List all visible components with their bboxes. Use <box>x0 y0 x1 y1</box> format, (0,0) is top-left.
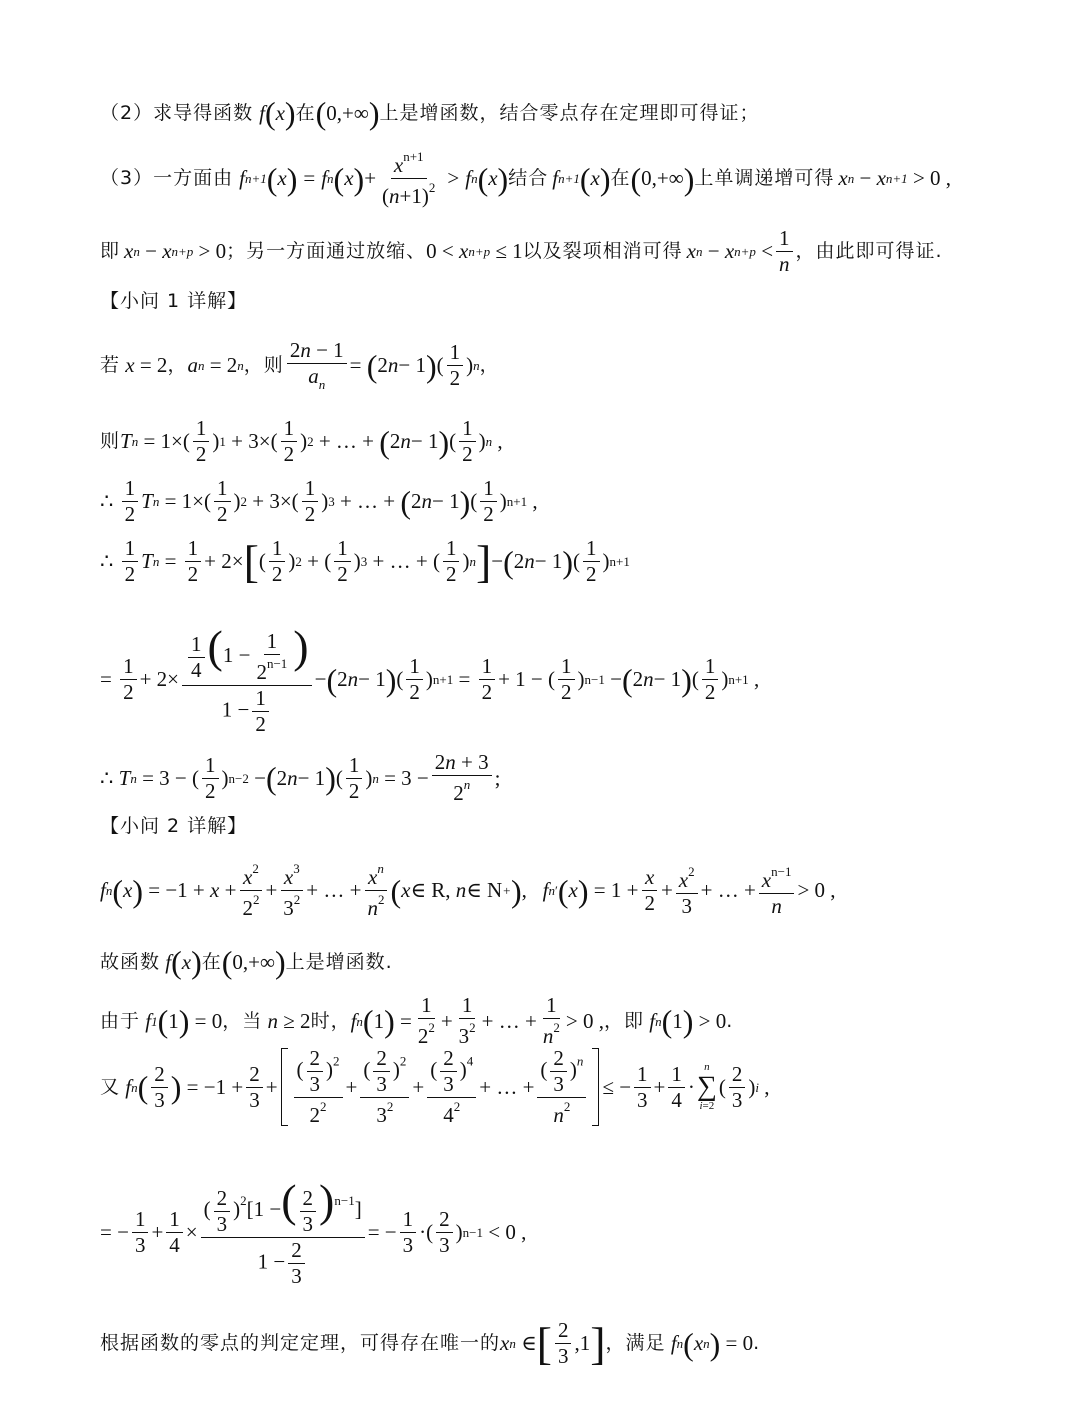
text: ，由此即可得证. <box>795 240 943 262</box>
text: 若 <box>100 354 121 376</box>
text: 根据函数的零点的判定定理，可得存在唯一的 <box>100 1332 501 1354</box>
sol2-line-2: 故函数 f ( x ) 在 ( 0,+∞ ) 上是增函数. <box>100 944 393 980</box>
analysis-line-3: （3）一方面由 f n+1 ( x ) = f n ( x ) + $\frac{x^{n+1}}{(n+1)^2}$ > f n ( x ) 结合 f n+1 ( x ) 在 ( 0,+∞ ) 上单调递增可得 x n − x n+1 > 0 , <box>100 149 952 208</box>
sol2-line-4: 又 f n ( $\frac{2}{3}$ ) = −1 + $\frac{2}{3}$ + ( $\frac{2}{3}$ )$^2$ $2^2$ + ( $\frac{2}{3}$ )$^2$ $3^2$ + ( $\frac{2}{3}$ )$^4$ $4^2$ + … + ( $\frac{2}{3}$ )$^n$ $n^2$ ≤ − $\frac{1}{3}$ + $\frac{1}{4}$ · n ∑ i=2 ( $\frac{2}{3}$ ) i , <box>100 1046 770 1127</box>
text: 上是增函数. <box>285 950 393 973</box>
text: ，当 <box>222 1009 263 1032</box>
text: ，则 <box>243 354 284 376</box>
sol2-line-3: 由于 f 1 ( 1 ) = 0 ，当 n ≥ 2 时， f n ( 1 ) = $\frac{1}{2^2}$ + $\frac{1}{3^2}$ + … + $\frac{1}{n^2}$ > 0 , ，即 f n ( 1 ) > 0 . <box>100 993 734 1048</box>
text: 上是增函数，结合零点存在定理即可得证； <box>379 101 760 124</box>
text: （3）一方面由 <box>100 167 234 189</box>
analysis-line-2: （2）求导得函数 f ( x ) 在 ( 0,+∞ ) 上是增函数，结合零点存在定理即可得证； <box>100 95 760 131</box>
text: 以及裂项相消可得 <box>522 240 683 262</box>
section-heading-2: 【小问 2 详解】 <box>100 815 248 837</box>
text: ， <box>167 354 188 376</box>
text: 在 <box>295 101 316 124</box>
text: 上单调递增可得 <box>694 167 835 189</box>
text: ， <box>479 354 500 376</box>
text: . <box>753 1332 761 1354</box>
sol2-line-1: f n ( x ) = −1 + x + $\frac{x^2}{2^2}$ + $\frac{x^3}{3^2}$ + … + $\frac{x^n}{n^2}$ ( x ∈ R, n ∈ N + ) , f n ′ ( x ) = 1 + $\frac{x}{2}$ + $\frac{x^2}{3}$ + … + $\frac{x^{n-1}}{n}$ > 0 , <box>100 861 836 920</box>
sol1-line-5: = $\frac{1}{2}$ + 2× $\frac{1}{4}$ (1 − $\frac{1}{2^{n-1}}$ ) 1 − $\frac{1}{2}$ − ( 2 n − 1 ) ( $\frac{1}{2}$ ) n+1 = $\frac{1}{2}$ + 1 − ( $\frac{1}{2}$ ) n−1 − ( 2 n − 1 ) ( $\frac{1}{2}$ ) n+1 , <box>100 621 760 737</box>
sol2-line-6: 根据函数的零点的判定定理，可得存在唯一的 x n ∈ [ $\frac{2}{3}$ ,1 ] ，满足 f n ( x n ) = 0 . <box>100 1317 761 1369</box>
text: 时， <box>310 1009 351 1032</box>
text: ，即 <box>603 1009 644 1032</box>
text: . <box>726 1009 734 1032</box>
text: 在 <box>201 950 222 973</box>
text: 则 <box>100 430 121 452</box>
text: ，满足 <box>605 1332 666 1354</box>
text: 在 <box>610 167 631 189</box>
sol1-line-6: ∴ T n = 3 − ( $\frac{1}{2}$ ) n−2 − ( 2 n − 1 ) ( $\frac{1}{2}$ ) n = 3 − $\frac{2n + 3}{2^n}$ ; <box>100 750 501 805</box>
text: 结合 <box>508 167 549 189</box>
text: ；另一方面通过放缩、 <box>226 240 427 262</box>
sol1-line-4: ∴ $\frac{1}{2}$ T n = $\frac{1}{2}$ + 2× [ ( $\frac{1}{2}$ ) 2 + ( $\frac{1}{2}$ ) 3 + … + ( $\frac{1}{2}$ ) n ] − ( 2 n − 1 ) ( $\frac{1}{2}$ ) n+1 <box>100 535 630 587</box>
sol1-line-1: 若 x = 2 ， a n = 2 n ，则 $\frac{2n - 1}{a_n}$ = ( 2 n − 1 ) ( $\frac{1}{2}$ ) n ， <box>100 338 500 392</box>
sol1-line-2: 则 T n = 1×( $\frac{1}{2}$ ) 1 + 3×( $\frac{1}{2}$ ) 2 + … + ( 2 n − 1 ) ( $\frac{1}{2}$ ) n , <box>100 416 503 466</box>
analysis-line-4: 即 x n − x n+p > 0 ；另一方面通过放缩、 0 < x n+p ≤ 1 以及裂项相消可得 x n − x n+p < $\frac{1}{n}$ ，由此即可得证. <box>100 226 943 276</box>
sol2-line-5: = − $\frac{1}{3}$ + $\frac{1}{4}$ × ( $\frac{2}{3}$ )$^2$[1 −( $\frac{2}{3}$ )$^{n-1}$] 1 − $\frac{2}{3}$ = − $\frac{1}{3}$ ·( $\frac{2}{3}$ ) n−1 < 0 , <box>100 1175 527 1288</box>
sol1-line-3: ∴ $\frac{1}{2}$ T n = 1×( $\frac{1}{2}$ ) 2 + 3×( $\frac{1}{2}$ ) 3 + … + ( 2 n − 1 ) ( $\frac{1}{2}$ ) n+1 , <box>100 476 538 526</box>
text: （2）求导得函数 <box>100 101 254 124</box>
text: 即 <box>100 240 121 262</box>
text: 又 <box>100 1075 121 1098</box>
section-heading-1: 【小问 1 详解】 <box>100 290 248 312</box>
text: 由于 <box>100 1009 141 1032</box>
text: 故函数 <box>100 950 161 973</box>
